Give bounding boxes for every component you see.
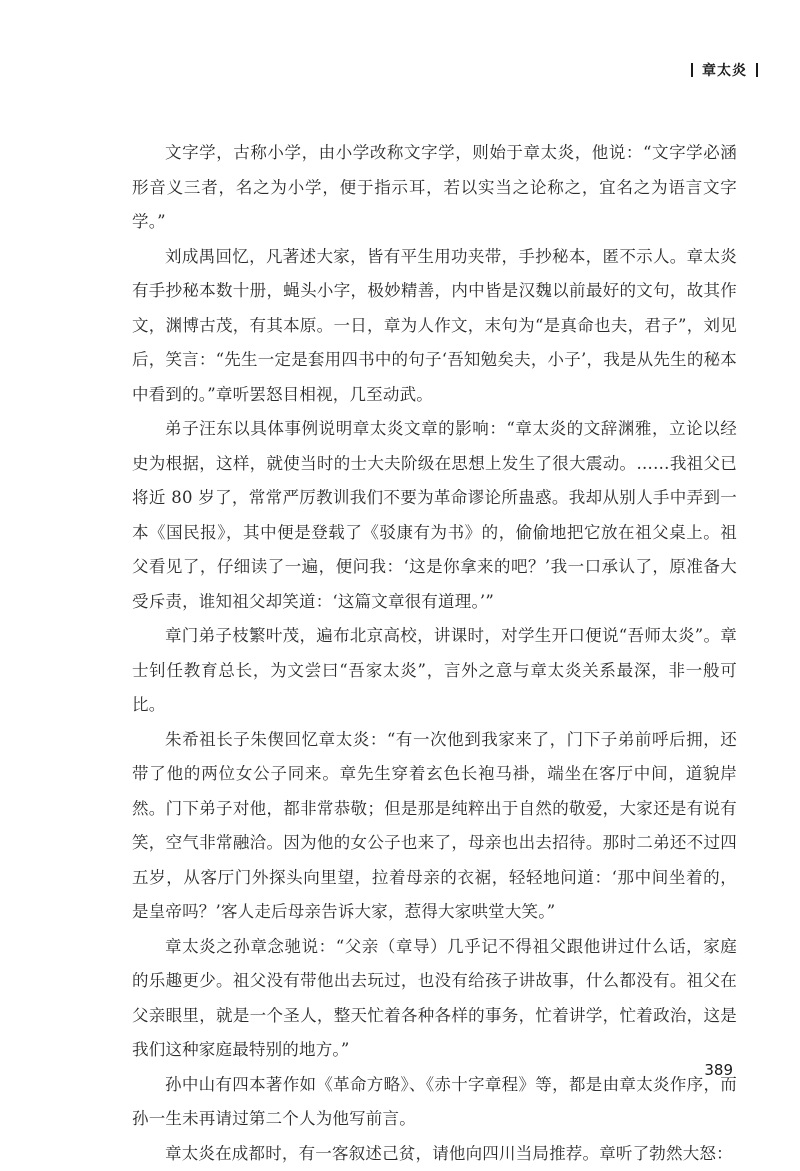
paragraph: 朱希祖长子朱偰回忆章太炎：“有一次他到我家来了，门下子弟前呼后拥，还带了他的两位女公子同来。章先生穿着玄色长袍马褂，端坐在客厅中间，道貌岸然。门下弟子对他，都非常恭敬；但是那是纯粹出于自然的敬爱，大家还是有说有笑，空气非常融洽。因为他的女公子也来了，母亲也出去招待。那时二弟还不过四五岁，从客厅门外探头向里望，拉着母亲的衣裾，轻轻地问道：‘那中间坐着的，是皇帝吗？’客人走后母亲告诉大家，惹得大家哄堂大笑。”: [132, 723, 737, 930]
page-number: 389: [704, 1061, 733, 1079]
header-divider-left: [691, 63, 693, 77]
paragraph: 章太炎之孙章念驰说：“父亲（章导）几乎记不得祖父跟他讲过什么话，家庭的乐趣更少。祖父没有带他出去玩过，也没有给孩子讲故事，什么都没有。祖父在父亲眼里，就是一个圣人，整天忙着各种各样的事务，忙着讲学，忙着政治，这是我们这种家庭最特别的地方。”: [132, 930, 737, 1068]
header-divider-right: [756, 63, 758, 77]
chapter-title: 章太炎: [702, 60, 747, 80]
running-head: [691, 60, 758, 80]
paragraph: 章门弟子枝繁叶茂，遍布北京高校，讲课时，对学生开口便说“吾师太炎”。章士钊任教育总长，为文尝曰“吾家太炎”，言外之意与章太炎关系最深，非一般可比。: [132, 619, 737, 723]
paragraph: 刘成禺回忆，凡著述大家，皆有平生用功夹带，手抄秘本，匿不示人。章太炎有手抄秘本数十册，蝇头小字，极妙精善，内中皆是汉魏以前最好的文句，故其作文，渊博古茂，有其本原。一日，章为人作文，末句为“是真命也夫，君子”，刘见后，笑言：“先生一定是套用四书中的句子‘吾知勉矣夫，小子’，我是从先生的秘本中看到的。”章听罢怒目相视，几至动武。: [132, 240, 737, 413]
paragraph: 章太炎在成都时，有一客叙述己贫，请他向四川当局推荐。章听了勃然大怒：: [132, 1137, 737, 1171]
paragraph: 孙中山有四本著作如《革命方略》、《赤十字章程》等，都是由章太炎作序，而孙一生未再请过第二个人为他写前言。: [132, 1068, 737, 1137]
paragraph: 文字学，古称小学，由小学改称文字学，则始于章太炎，他说：“文字学必涵形音义三者，名之为小学，便于指示耳，若以实当之论称之，宜名之为语言文字学。”: [132, 136, 737, 240]
body-text: [132, 136, 737, 1171]
paragraph: 弟子汪东以具体事例说明章太炎文章的影响：“章太炎的文辞渊雅，立论以经史为根据，这样，就使当时的士大夫阶级在思想上发生了很大震动。……我祖父已将近 80 岁了，常常严厉教训我们不要为革命谬论所蛊惑。我却从别人手中弄到一本《国民报》，其中便是登载了《驳康有为书》的，偷偷地把它放在祖父桌上。祖父看见了，仔细读了一遍，便问我：‘这是你拿来的吧？’我一口承认了，原准备大受斥责，谁知祖父却笑道：‘这篇文章很有道理。’”: [132, 412, 737, 619]
